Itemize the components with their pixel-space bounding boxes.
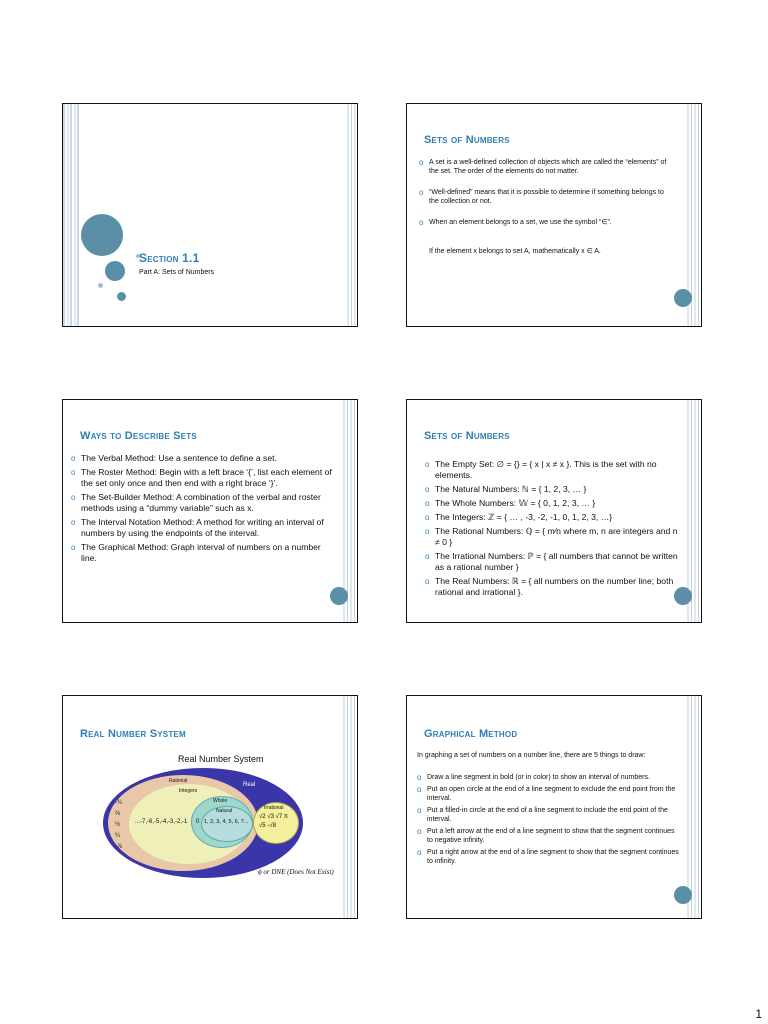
slide-subtitle: Part A: Sets of Numbers — [139, 269, 215, 276]
slide-stripes — [687, 696, 701, 918]
list-item: o The Graphical Method: Graph interval of numbers on a number line. — [71, 542, 333, 564]
bullet-list — [71, 453, 333, 567]
slide-title: Section 1.1 — [139, 251, 200, 265]
list-item: o Put an open circle at the end of a line segment to exclude the end point from the interval. — [417, 785, 679, 803]
list-item: o A set is a well-defined collection of objects which are called the “elements” of the set. The order of the elements do not matter. — [419, 158, 674, 176]
slide-note: If the element x belongs to set A, mathematically x ∈ A. — [429, 248, 601, 255]
rational-label: Rational — [169, 778, 188, 784]
diagram-title: Real Number System — [178, 754, 264, 764]
irrational-values: √2 √3 √7 π √5 -√8 — [259, 814, 289, 829]
slide-6 — [406, 695, 702, 919]
real-label: Real — [243, 782, 256, 788]
decor-circle — [674, 587, 692, 605]
decor-circle-tiny — [117, 292, 126, 301]
list-item: o The Verbal Method: Use a sentence to define a set. — [71, 453, 333, 464]
decor-circle — [674, 289, 692, 307]
slide-1 — [62, 103, 358, 327]
list-item: o Draw a line segment in bold (or in color) to show an interval of numbers. — [417, 773, 679, 782]
slide-3 — [62, 399, 358, 623]
list-item: o “Well-defined” means that it is possible to determine if something belongs to the collection or not. — [419, 188, 674, 206]
real-number-diagram — [103, 768, 303, 878]
list-item: o The Whole Numbers: 𝕎 = { 0, 1, 2, 3, … } — [425, 498, 683, 509]
decor-circle-large — [81, 214, 123, 256]
slide-stripes — [63, 104, 79, 326]
list-item: o The Roster Method: Begin with a left brace ‘{’, list each element of the set only once and then end with a right brace ‘}’. — [71, 467, 333, 489]
integer-values: ...-7,-6,-5,-4,-3,-2,-1 — [135, 819, 188, 825]
list-item: o The Irrational Numbers: ℙ = { all numbers that cannot be written as a rational number } — [425, 551, 683, 573]
natural-label: Natural — [216, 808, 233, 814]
list-item: o When an element belongs to a set, we use the symbol “∈”. — [419, 218, 674, 227]
page-number: 1 — [755, 1007, 762, 1021]
decor-circle-medium — [105, 261, 125, 281]
integers-label: Integers — [179, 788, 198, 794]
list-item: o The Interval Notation Method: A method for writing an interval of numbers by using the endpoints of the interval. — [71, 517, 333, 539]
irrational-label: Irrational — [264, 805, 284, 811]
list-item: o The Real Numbers: ℝ = { all numbers on the number line; both rational and irrational }. — [425, 576, 683, 598]
slide-intro: In graphing a set of numbers on a number line, there are 5 things to draw: — [417, 752, 646, 759]
list-item: o The Set-Builder Method: A combination of the verbal and roster methods using a “dummy variable” such as x. — [71, 492, 333, 514]
bullet-list — [417, 773, 679, 869]
natural-values: 1, 2, 3, 4, 5, 6, 7... — [204, 819, 249, 825]
list-item: o Put a filled-in circle at the end of a line segment to include the end point of the interval. — [417, 806, 679, 824]
diagram-footnote: ϕ or DNE (Does Not Exist) — [258, 868, 334, 876]
bullet-list — [419, 158, 674, 230]
slide-title: Ways to Describe Sets — [80, 430, 197, 442]
decor-circle — [330, 587, 348, 605]
list-item: o Put a left arrow at the end of a line segment to show that the segment continues to negative infinity. — [417, 827, 679, 845]
decor-circle-small — [98, 283, 103, 288]
bullet-list — [425, 459, 683, 601]
slide-title: Sets of Numbers — [424, 134, 510, 146]
slide-5 — [62, 695, 358, 919]
decor-circle — [674, 886, 692, 904]
slide-title: Real Number System — [80, 728, 186, 740]
whole-label: Whole — [213, 798, 228, 804]
fraction-values: -¾ ⅔ ½ ¼ -⅞ — [115, 800, 123, 850]
list-item: o The Empty Set: ∅ = {} = { x | x ≠ x }. This is the set with no elements. — [425, 459, 683, 481]
list-item: o The Integers: ℤ = { … , -3, -2, -1, 0, 1, 2, 3, …} — [425, 512, 683, 523]
list-item: o The Natural Numbers: ℕ = { 1, 2, 3, … } — [425, 484, 683, 495]
slide-2 — [406, 103, 702, 327]
zero-value: 0 — [196, 819, 200, 825]
list-item: o The Rational Numbers: ℚ = { m⁄n where m, n are integers and n ≠ 0 } — [425, 526, 683, 548]
slide-title: Graphical Method — [424, 728, 518, 740]
slide-4 — [406, 399, 702, 623]
slide-title: Sets of Numbers — [424, 430, 510, 442]
list-item: o Put a right arrow at the end of a line segment to show that the segment continues to infinity. — [417, 848, 679, 866]
slide-stripes — [347, 104, 357, 326]
slide-stripes — [343, 696, 357, 918]
